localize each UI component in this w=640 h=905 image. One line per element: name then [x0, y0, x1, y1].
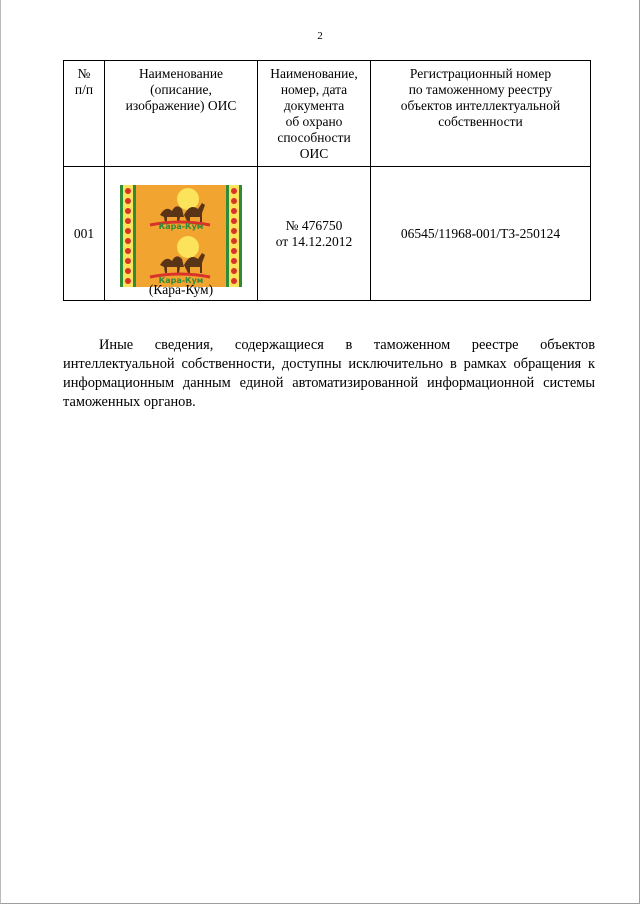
document-cell [258, 167, 371, 301]
table-row [64, 167, 591, 301]
wrapper-brand-text: Кара-Кум [158, 221, 204, 231]
table-header-row [64, 61, 591, 167]
row-number: 001 [64, 167, 105, 301]
candy-wrapper-image [120, 185, 242, 287]
wrapper-brand-text-bottom: Кара-Кум [158, 275, 204, 285]
registry-table [63, 60, 591, 301]
document-number: № 476750 [285, 217, 343, 233]
page-number: 2 [317, 30, 323, 42]
header-number: № п/п [64, 61, 105, 167]
trademark-caption: (Кара-Кум) [148, 282, 214, 297]
header-name: Наименование (описание, изображение) ОИС [105, 61, 258, 167]
trademark-cell [105, 167, 258, 301]
header-registration: Регистрационный номер по таможенному реестру объектов интеллектуальной собственности [371, 61, 591, 167]
header-document: Наименование, номер, дата документа об охрано способности ОИС [258, 61, 371, 167]
document-date: от 14.12.2012 [275, 233, 353, 249]
registration-number: 06545/11968-001/ТЗ-250124 [371, 167, 591, 301]
info-paragraph: Иные сведения, содержащиеся в таможенном реестре объектов интеллектуальной собственности, доступны исключительно в рамках обращения к информационным данным единой автоматизированной информационной системы таможенных органов. [63, 337, 595, 410]
